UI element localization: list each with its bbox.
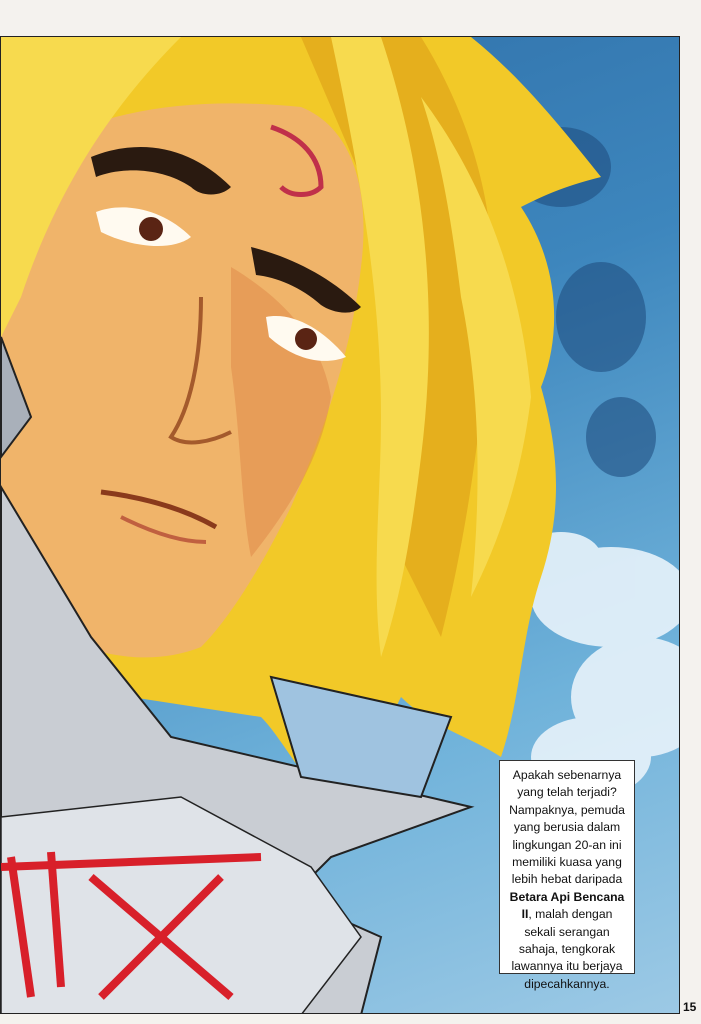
narration-caption xyxy=(499,760,635,991)
caption-bold-name: Betara Api Bencana II xyxy=(509,889,625,922)
caption-text-after: , malah dengan sekali serangan sahaja, tengkorak lawannya itu berjaya dipecahkannya. xyxy=(511,907,623,991)
clouds xyxy=(521,532,680,797)
page-number: 15 xyxy=(683,1000,697,1014)
caption-text-before: Apakah sebenarnya yang telah terjadi? Nampaknya, pemuda yang berusia dalam lingkungan 20-an ini memiliki kuasa yang lebih hebat daripada xyxy=(509,768,625,887)
